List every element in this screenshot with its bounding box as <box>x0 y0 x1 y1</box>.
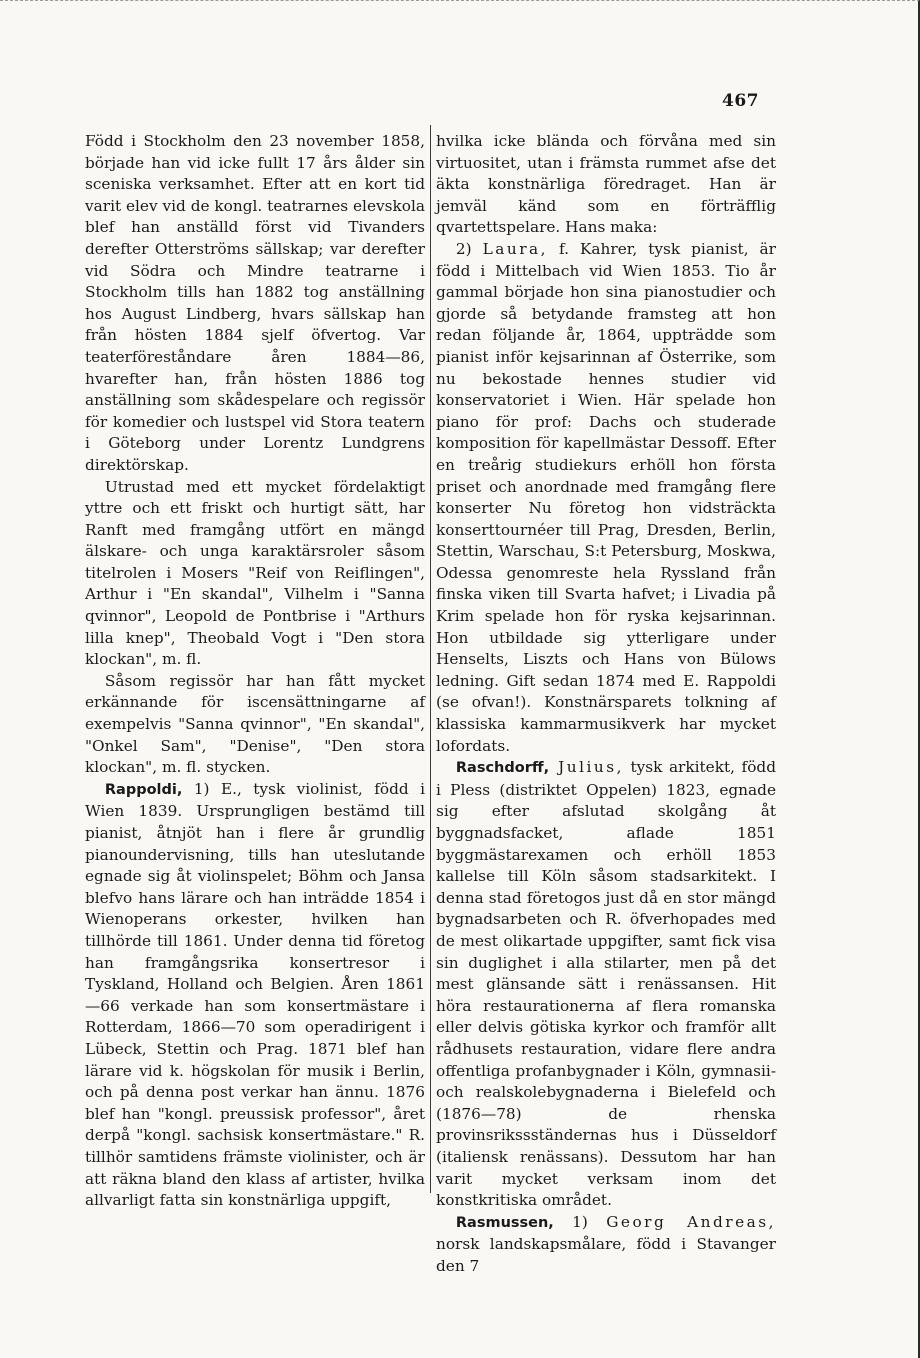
page-number: 467 <box>722 91 759 111</box>
rappoldi-headword: Rappoldi, <box>104 781 183 798</box>
rappoldi-entry <box>85 779 425 1212</box>
laura-name: Laura, <box>482 239 549 258</box>
laura-entry <box>436 239 776 757</box>
laura-text: f. Kahrer, tysk pianist, är född i Mittelbach vid Wien 1853. Tio år gammal började hon sina pianostudier och gjorde så betydande framsteg att hon redan följande år, 1864, uppträdde som pianist inför kejsarinnan af Österrike, som nu bekostade hennes studier vid konservatoriet i Wien. Här spelade hon piano för prof: Dachs och studerade komposition för kapellmästar Dessoff. Efter en treårig studiekurs erhöll hon första priset och anordnade med framgång flere konserter Nu företog hon vidsträckta konserttournéer till Prag, Dresden, Berlin, Stettin, Warschau, S:t Petersburg, Moskwa, Odessa genomreste hela Ryssland från finska viken till Svarta hafvet; i Livadia på Krim spelade hon för ryska kejsarinnan. Hon utbildade sig ytterligare under Henselts, Liszts och Hans von Bülows ledning. Gift sedan 1874 med E. Rappoldi (se ofvan!). Konstnärsparets tolkning af klassiska kammarmusikverk har mycket lofordats. <box>436 239 776 755</box>
raschdorff-text: tysk arkitekt, född i Pless (distriktet Oppelen) 1823, egnade sig efter afslutad skolgång åt byggnadsfacket, aflade 1851 byggmästarexamen och erhöll 1853 kallelse till Köln såsom stadsarkitekt. I denna stad företogos just då en stor mängd bygnadsarbeten och R. öfverhopades med de mest olikartade uppgifter, samt fick visa sin duglighet i alla stilarter, men på det mest glänsande sätt i renässansen. Hit höra restaurationerna af flera romanska eller delvis götiska kyrkor och framför allt rådhusets restauration, vidare flere andra offentliga profanbygnader i Köln, gymnasii- och realskolebygnaderna i Bielefeld och (1876—78) de rhenska provinsrikssständernas hus i Düsseldorf (italiensk renässans). Dessutom har han varit mycket verksam inom det konstkritiska området. <box>436 758 776 1210</box>
rasmussen-entry <box>436 1212 776 1278</box>
raschdorff-headword: Raschdorff, <box>455 760 550 777</box>
raschdorff-name: Julius, <box>549 758 624 777</box>
rasmussen-text: norsk landskapsmålare, född i Stavanger den 7 <box>436 1235 776 1275</box>
laura-number: 2) <box>455 239 483 258</box>
right-column <box>436 131 776 1277</box>
rasmussen-headword: Rasmussen, <box>455 1214 554 1231</box>
ranft-biography-paragraph: Född i Stockholm den 23 november 1858, började han vid icke fullt 17 års ålder sin sceniska verksamhet. Efter att en kort tid varit elev vid de kongl. teatrarnes elevskola blef han anställd först vid Tivanders derefter Otterströms sällskap; var derefter vid Södra och Mindre teatrarne i Stockholm tills han 1882 tog anställning hos August Lindberg, hvars sällskap han från hösten 1884 sjelf öfvertog. Var teaterföreståndare åren 1884—86, hvarefter han, från hösten 1886 tog anställning som skådespelare och regissör för komedier och lustspel vid Stora teatern i Göteborg under Lorentz Lundgrens direktörskap. <box>85 132 425 474</box>
ranft-roles-paragraph: Utrustad med ett mycket fördelaktigt yttre och ett friskt och hurtigt sätt, har Ranft med framgång utfört en mängd älskare- och unga karaktärsroler såsom titelrolen i Mosers "Reif von Reiflingen", Arthur i "En skandal", Vilhelm i "Sanna qvinnor", Leopold de Pontbrise i "Arthurs lilla knep", Theobald Vogt i "Den stora klockan", m. fl. <box>85 477 425 669</box>
rasmussen-name: Georg Andreas, <box>606 1212 776 1231</box>
raschdorff-entry <box>436 757 776 1211</box>
left-column <box>85 131 425 1212</box>
rasmussen-number: 1) <box>553 1212 607 1231</box>
rappoldi-text: 1) E., tysk violinist, född i Wien 1839. Ursprungligen bestämd till pianist, åtnjöt han i flere år grundlig pianoundervisning, tills han uteslutande egnade sig åt violinspelet; Böhm och Jansa blefvo hans lärare och han inträdde 1854 i Wienoperans orkester, hvilken han tillhörde till 1861. Under denna tid företog han framgångsrika konsertresor i Tyskland, Holland och Belgien. Åren 1861—66 verkade han som konsertmästare i Rotterdam, 1866—70 som operadirigent i Lübeck, Stettin och Prag. 1871 blef han lärare vid k. högskolan för musik i Berlin, och på denna post verkar han ännu. 1876 blef han "kongl. preussisk professor", året derpå "kongl. sachsisk konsertmästare." R. tillhör samtidens främste violinister, och är att räkna bland den klass af artister, hvilka allvarligt fatta sin konstnärliga uppgift, <box>85 779 425 1210</box>
column-divider <box>430 125 431 1193</box>
rappoldi-continuation: hvilka icke blända och förvåna med sin virtuositet, utan i främsta rummet afse det äkta konstnärliga föredraget. Han är jemväl känd som en förträfflig qvartettspelare. Hans maka: <box>436 132 776 237</box>
ranft-director-paragraph: Såsom regissör har han fått mycket erkännande för iscensättningarne af exempelvis "Sanna qvinnor", "En skandal", "Onkel Sam", "Denise", "Den stora klockan", m. fl. stycken. <box>85 671 425 777</box>
